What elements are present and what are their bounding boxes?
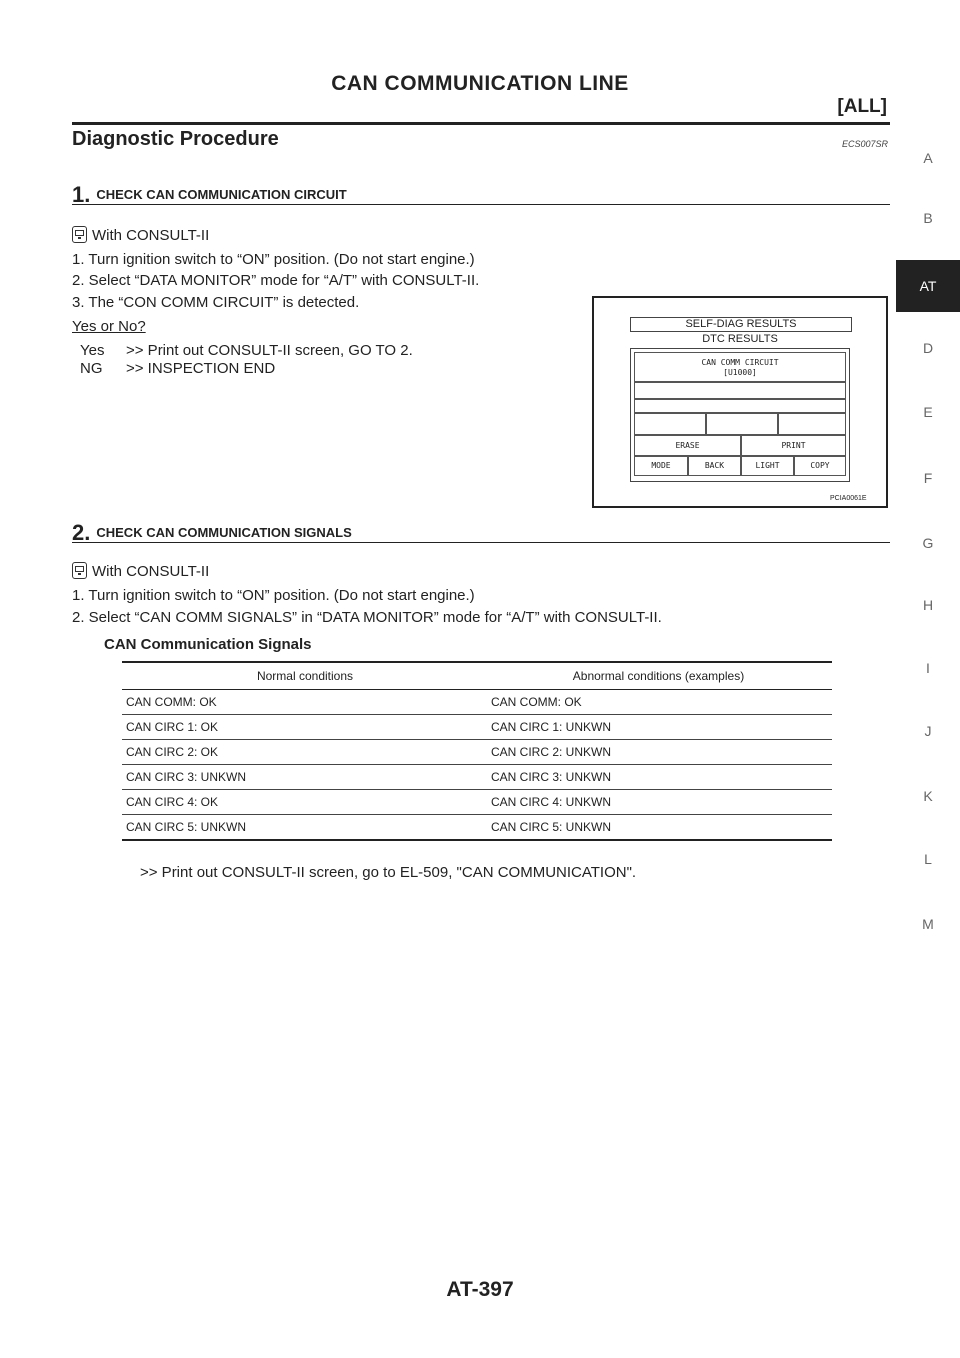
side-tab-at: AT bbox=[896, 260, 960, 312]
answer-ng-text: >> INSPECTION END bbox=[126, 360, 276, 377]
mode-button: MODE bbox=[634, 456, 688, 476]
cell-abnormal: CAN CIRC 3: UNKWN bbox=[485, 765, 832, 790]
side-tab-h: H bbox=[922, 597, 934, 613]
cell-normal: CAN CIRC 1: OK bbox=[122, 715, 485, 740]
consult-icon bbox=[72, 562, 87, 579]
step1-with-label: With CONSULT-II bbox=[92, 227, 210, 244]
blank-cell bbox=[634, 413, 706, 435]
consult-icon bbox=[72, 226, 87, 243]
cell-normal: CAN COMM: OK bbox=[122, 690, 485, 715]
step1-heading bbox=[72, 182, 890, 205]
side-tab-m: M bbox=[922, 916, 934, 932]
answer-yes-text: >> Print out CONSULT-II screen, GO TO 2. bbox=[126, 342, 413, 359]
cell-normal: CAN CIRC 5: UNKWN bbox=[122, 815, 485, 841]
print-button: PRINT bbox=[741, 435, 846, 456]
side-tab-d: D bbox=[922, 340, 934, 356]
step1-with bbox=[72, 226, 209, 244]
light-button: LIGHT bbox=[741, 456, 794, 476]
erase-button: ERASE bbox=[634, 435, 741, 456]
table-row bbox=[122, 765, 832, 790]
step1-line-2: 2. Select “DATA MONITOR” mode for “A/T” with CONSULT-II. bbox=[72, 272, 480, 289]
table-title: CAN Communication Signals bbox=[104, 636, 312, 653]
cell-normal: CAN CIRC 4: OK bbox=[122, 790, 485, 815]
side-tab-g: G bbox=[922, 535, 934, 551]
side-tab-k: K bbox=[923, 788, 933, 804]
cell-normal: CAN CIRC 3: UNKWN bbox=[122, 765, 485, 790]
side-tab-j: J bbox=[924, 723, 932, 739]
procedure-title: Diagnostic Procedure bbox=[72, 128, 279, 150]
step2-line-1: 1. Turn ignition switch to “ON” position. (Do not start engine.) bbox=[72, 587, 475, 604]
cell-abnormal: CAN CIRC 2: UNKWN bbox=[485, 740, 832, 765]
table-row bbox=[122, 690, 832, 715]
screen-subtitle: DTC RESULTS bbox=[702, 333, 778, 345]
step2-with-label: With CONSULT-II bbox=[92, 563, 210, 580]
cell-abnormal: CAN COMM: OK bbox=[485, 690, 832, 715]
step1-line-3: 3. The “CON COMM CIRCUIT” is detected. bbox=[72, 294, 360, 311]
header-section: [ALL] bbox=[837, 96, 887, 117]
answer-yes-key: Yes bbox=[80, 342, 105, 359]
side-tab-e: E bbox=[923, 404, 933, 420]
blank-row bbox=[634, 399, 846, 413]
side-tab-a: A bbox=[923, 150, 933, 166]
step2-number: 2. bbox=[72, 520, 91, 545]
cell-abnormal: CAN CIRC 4: UNKWN bbox=[485, 790, 832, 815]
screen-title: SELF-DIAG RESULTS bbox=[630, 317, 852, 332]
procedure-code: ECS007SR bbox=[841, 139, 888, 149]
cell-abnormal: CAN CIRC 5: UNKWN bbox=[485, 815, 832, 841]
step1-number: 1. bbox=[72, 182, 91, 207]
step1-question: Yes or No? bbox=[72, 318, 146, 335]
step2-result: >> Print out CONSULT-II screen, go to EL-509, "CAN COMMUNICATION". bbox=[140, 864, 637, 881]
blank-row bbox=[634, 382, 846, 399]
step2-heading bbox=[72, 520, 890, 543]
copy-button: COPY bbox=[794, 456, 846, 476]
dtc-name: CAN COMM CIRCUIT bbox=[701, 358, 779, 367]
table-row bbox=[122, 740, 832, 765]
table-header-row bbox=[122, 662, 832, 690]
side-tab-i: I bbox=[926, 660, 930, 676]
header-normal: Normal conditions bbox=[122, 662, 485, 690]
cell-normal: CAN CIRC 2: OK bbox=[122, 740, 485, 765]
step2-line-2: 2. Select “CAN COMM SIGNALS” in “DATA MONITOR” mode for “A/T” with CONSULT-II. bbox=[72, 609, 662, 626]
cell-abnormal: CAN CIRC 1: UNKWN bbox=[485, 715, 832, 740]
figure-id: PCIA0061E bbox=[830, 495, 867, 502]
step1-title: CHECK CAN COMMUNICATION CIRCUIT bbox=[96, 187, 347, 202]
table-row bbox=[122, 815, 832, 841]
side-tab-b: B bbox=[923, 210, 933, 226]
blank-cell bbox=[706, 413, 778, 435]
can-signals-table bbox=[122, 661, 832, 841]
table-row bbox=[122, 790, 832, 815]
step1-line-1: 1. Turn ignition switch to “ON” position. (Do not start engine.) bbox=[72, 251, 475, 268]
side-tab-f: F bbox=[923, 470, 933, 486]
table-row bbox=[122, 715, 832, 740]
side-tab-l: L bbox=[924, 851, 932, 867]
header-title: CAN COMMUNICATION LINE bbox=[331, 72, 629, 95]
dtc-cell bbox=[634, 352, 846, 382]
blank-cell bbox=[778, 413, 846, 435]
header-rule bbox=[72, 122, 890, 125]
step2-title: CHECK CAN COMMUNICATION SIGNALS bbox=[96, 525, 352, 540]
step2-with bbox=[72, 562, 209, 580]
answer-ng-key: NG bbox=[80, 360, 103, 377]
screen-panel bbox=[630, 348, 850, 482]
dtc-code: [U1000] bbox=[723, 368, 757, 377]
page-number: AT-397 bbox=[446, 1278, 514, 1301]
back-button: BACK bbox=[688, 456, 741, 476]
header-abnormal: Abnormal conditions (examples) bbox=[485, 662, 832, 690]
